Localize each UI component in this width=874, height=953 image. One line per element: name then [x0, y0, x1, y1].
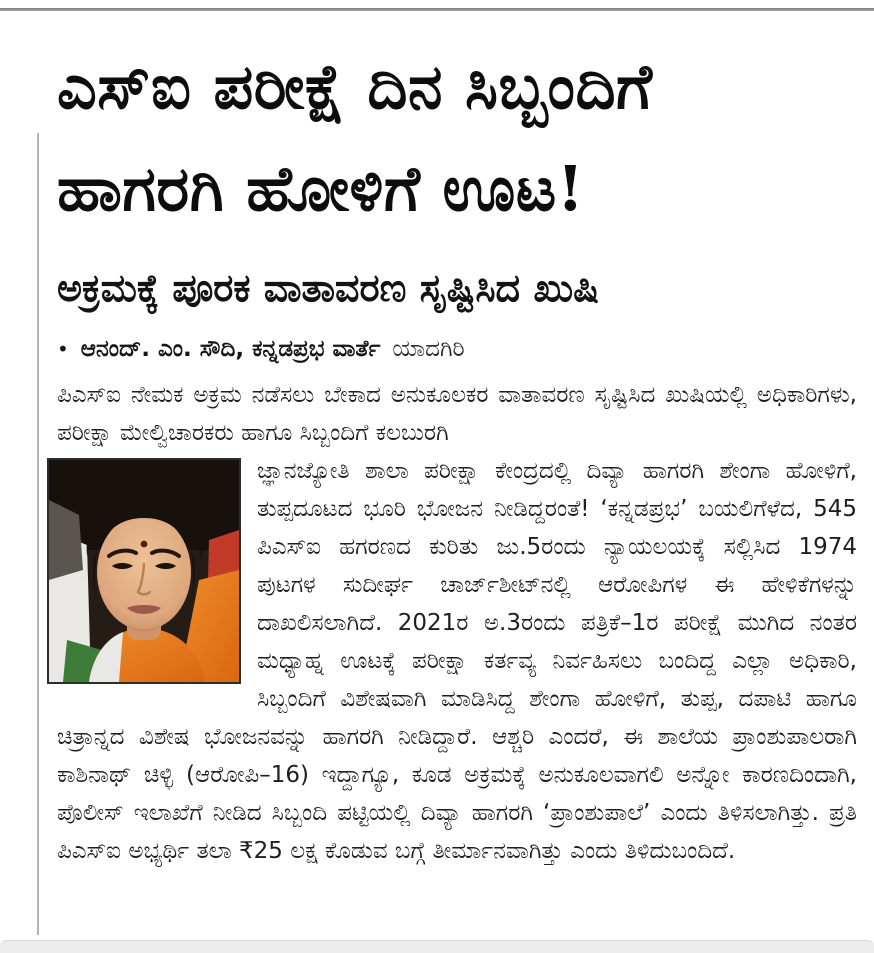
top-divider	[0, 8, 874, 11]
article-subheadline: ಅಕ್ರಮಕ್ಕೆ ಪೂರಕ ವಾತಾವರಣ ಸೃಷ್ಟಿಸಿದ ಖುಷಿ	[57, 266, 599, 310]
portrait-photo-image	[49, 460, 239, 682]
article-body	[57, 376, 857, 870]
body-paragraph: ಜ್ಞಾನಜ್ಯೋತಿ ಶಾಲಾ ಪರೀಕ್ಷಾ ಕೇಂದ್ರದಲ್ಲಿ ದಿವ್ಯಾ ಹಾಗರಗಿ ಶೇಂಗಾ ಹೋಳಿಗೆ, ತುಪ್ಪದೂಟದ ಭೂರಿ ಭೋಜನ ನೀಡಿದ್ದರಂತೆ! ‘ಕನ್ನಡಪ್ರಭ’ ಬಯಲಿಗೆಳೆದ, 545 ಪಿಎಸ್ಐ ಹಗರಣದ ಕುರಿತು ಜು.5ರಂದು ನ್ಯಾಯಲಯಕ್ಕೆ ಸಲ್ಲಿಸಿದ 1974 ಪುಟಗಳ ಸುದೀರ್ಘ ಚಾರ್ಜ್‌ಶೀಟ್‌ನಲ್ಲಿ ಆರೋಪಿಗಳ ಈ ಹೇಳಿಕೆಗಳನ್ನು ದಾಖಲಿಸಲಾಗಿದೆ. 2021ರ ಅ.3ರಂದು ಪತ್ರಿಕೆ–1ರ ಪರೀಕ್ಷೆ ಮುಗಿದ ನಂತರ ಮಧ್ಯಾಹ್ನ ಊಟಕ್ಕೆ ಪರೀಕ್ಷಾ ಕರ್ತವ್ಯ ನಿರ್ವಹಿಸಲು ಬಂದಿದ್ದ ಎಲ್ಲಾ ಅಧಿಕಾರಿ, ಸಿಬ್ಬಂದಿಗೆ ವಿಶೇಷವಾಗಿ ಮಾಡಿಸಿದ್ದ ಶೇಂಗಾ ಹೋಳಿಗೆ, ತುಪ್ಪ, ದಪಾಟಿ ಹಾಗೂ ಚಿತ್ರಾನ್ನದ ವಿಶೇಷ ಭೋಜನವನ್ನು ಹಾಗರಗಿ ನೀಡಿದ್ದಾರೆ. ಆಶ್ಚರಿ ಎಂದರೆ, ಈ ಶಾಲೆಯ ಪ್ರಾಂಶುಪಾಲರಾಗಿ ಕಾಶಿನಾಥ್ ಚಿಳ್ಳಿ (ಆರೋಪಿ–16) ಇದ್ದಾಗ್ಯೂ, ಕೂಡ ಅಕ್ರಮಕ್ಕೆ ಅನುಕೂಲವಾಗಲಿ ಅನ್ನೋ ಕಾರಣದಿಂದಾಗಿ, ಪೊಲೀಸ್ ಇಲಾಖೆಗೆ ನೀಡಿದ ಸಿಬ್ಬಂದಿ ಪಟ್ಟಿಯಲ್ಲಿ ದಿವ್ಯಾ ಹಾಗರಗಿ ‘ಪ್ರಾಂಶುಪಾಲೆ’ ಎಂದು ತಿಳಿಸಲಾಗಿತ್ತು. ಪ್ರತಿ ಪಿಎಸ್ಐ ಅಭ್ಯರ್ಥಿ ತಲಾ ₹25 ಲಕ್ಷ ಕೊಡುವ ಬಗ್ಗೆ ತೀರ್ಮಾನವಾಗಿತ್ತು ಎಂದು ತಿಳಿದುಬಂದಿದೆ.	[57, 458, 857, 864]
bullet-icon: •	[57, 337, 69, 361]
column-divider	[37, 133, 39, 935]
byline	[57, 334, 857, 364]
bottom-divider	[0, 940, 874, 953]
portrait-photo	[47, 458, 241, 684]
article-headline	[57, 36, 857, 240]
headline-line-1: ಎಸ್‌ಐ ಪರೀಕ್ಷೆ ದಿನ ಸಿಬ್ಬಂದಿಗೆ	[57, 50, 653, 123]
byline-location: ಯಾದಗಿರಿ	[392, 336, 465, 362]
byline-author: ಆನಂದ್. ಎಂ. ಸೌದಿ, ಕನ್ನಡಪ್ರಭ ವಾರ್ತೆ	[80, 336, 381, 362]
body-paragraph-intro: ಪಿಎಸ್ಐ ನೇಮಕ ಅಕ್ರಮ ನಡೆಸಲು ಬೇಕಾದ ಅನುಕೂಲಕರ ವಾತಾವರಣ ಸೃಷ್ಟಿಸಿದ ಖುಷಿಯಲ್ಲಿ ಅಧಿಕಾರಿಗಳು, ಪರೀಕ್ಷಾ ಮೇಲ್ವಿಚಾರಕರು ಹಾಗೂ ಸಿಬ್ಬಂದಿಗೆ ಕಲಬುರಗಿ	[57, 382, 857, 446]
article	[57, 36, 857, 870]
headline-line-2: ಹಾಗರಗಿ ಹೋಳಿಗೆ ಊಟ!	[57, 152, 585, 225]
